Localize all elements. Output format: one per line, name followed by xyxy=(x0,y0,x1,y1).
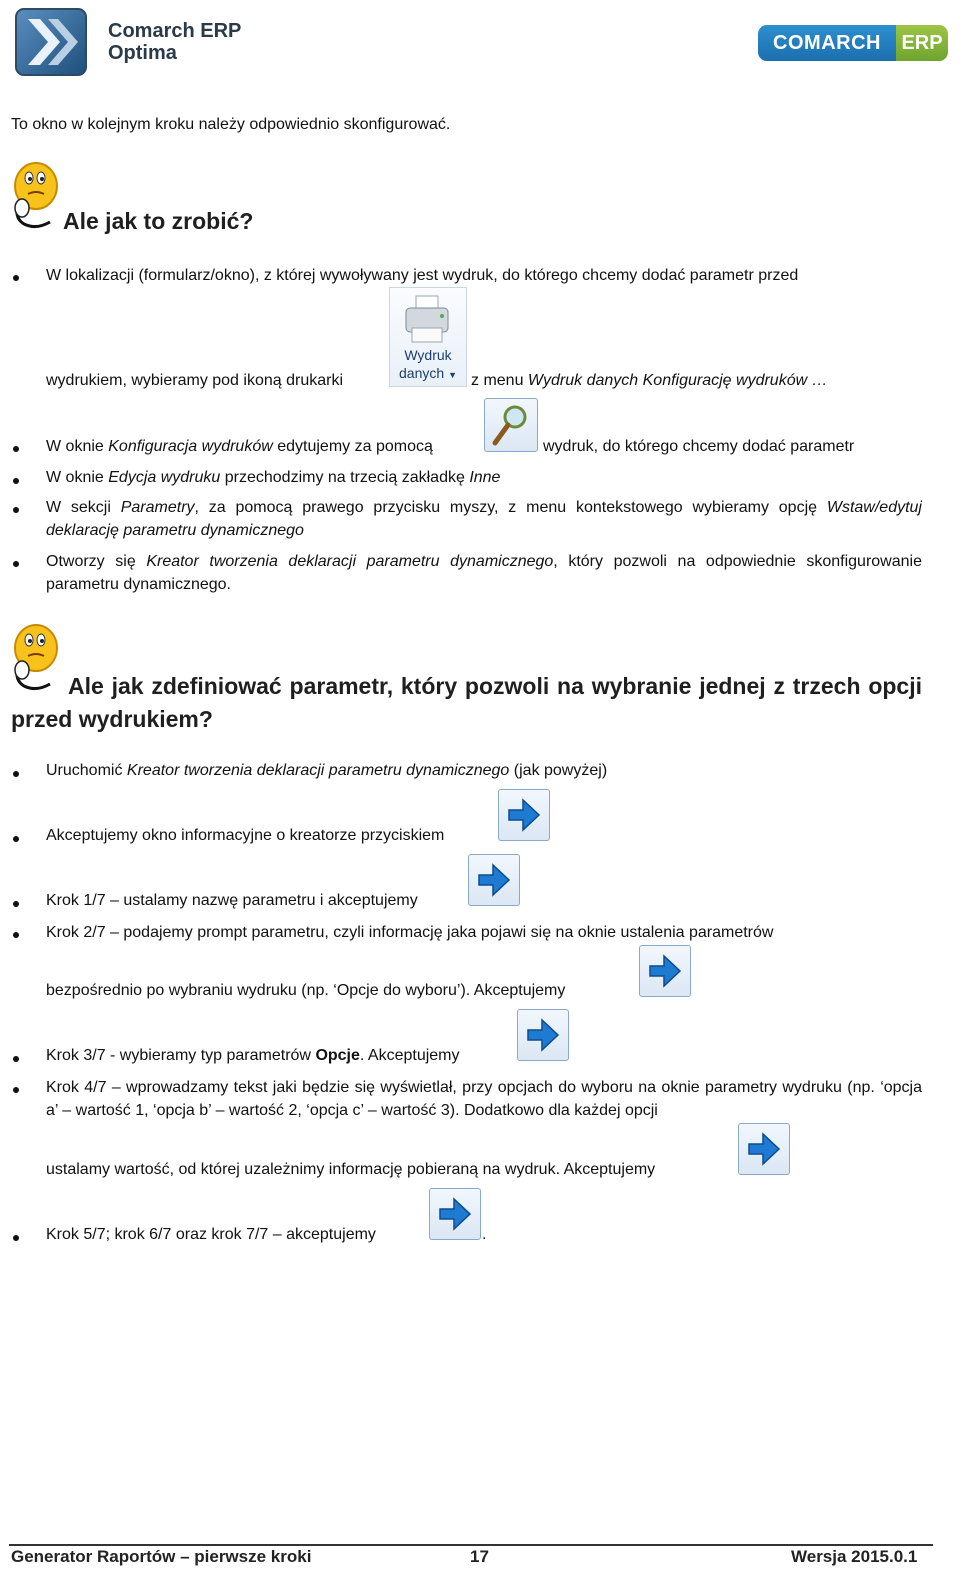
s2-b4-line1: Krok 2/7 – podajemy prompt parametru, czyli informację jaka pojawi się na oknie ustalenia parametrów xyxy=(46,924,774,941)
s1-b2: W oknie Konfiguracja wydruków edytujemy za pomocą xyxy=(46,438,433,455)
bullet xyxy=(13,507,19,513)
magnifier-edit-icon[interactable] xyxy=(484,398,538,452)
s1-b1-line1: W lokalizacji (formularz/okno), z której wywoływany jest wydruk, do którego chcemy dodać parametr przed xyxy=(46,267,799,284)
section1-heading: Ale jak to zrobić? xyxy=(63,208,254,234)
next-arrow-icon[interactable] xyxy=(429,1188,481,1240)
s2-b6-line2: ustalamy wartość, od której uzależnimy informację pobieraną na wydruk. Akceptujemy xyxy=(46,1161,656,1178)
intro-text: To okno w kolejnym kroku należy odpowiednio skonfigurować. xyxy=(11,116,451,133)
bullet xyxy=(13,478,19,484)
next-arrow-icon[interactable] xyxy=(468,854,520,906)
s2-b7: Krok 5/7; krok 6/7 oraz krok 7/7 – akceptujemy xyxy=(46,1226,376,1243)
bullet xyxy=(13,771,19,777)
print-icon-label-1: Wydruk xyxy=(404,347,452,363)
s2-b2: Akceptujemy okno informacyjne o kreatorze przyciskiem xyxy=(46,827,445,844)
s2-b6-line1: Krok 4/7 – wprowadzamy tekst jaki będzie się wyświetlał, przy opcjach do wyboru na oknie parametry wydruku (np. ‘opcja a’ – wartość 1, ‘opcja b’ – wartość 2, ‘opcja c’ – wartość 3). Dodatkowo dla każdej opcji xyxy=(46,1079,922,1119)
s2-b3: Krok 1/7 – ustalamy nazwę parametru i akceptujemy xyxy=(46,892,418,909)
thinking-smiley-icon xyxy=(10,158,60,230)
product-name-line1: Comarch ERP xyxy=(108,20,242,42)
s1-b4: W sekcji Parametry, za pomocą prawego przycisku myszy, z menu kontekstowego wybieramy opcję Wstaw/edytuj deklarację parametru dynamicznego xyxy=(46,499,922,539)
bullet xyxy=(13,275,19,281)
brand-left: COMARCH xyxy=(758,25,896,61)
print-icon-label-2: danych ▼ xyxy=(399,365,457,381)
next-arrow-icon[interactable] xyxy=(498,789,550,841)
s2-b5: Krok 3/7 - wybieramy typ parametrów Opcje. Akceptujemy xyxy=(46,1047,460,1064)
footer-version: Wersja 2015.0.1 xyxy=(791,1547,918,1566)
next-arrow-icon[interactable] xyxy=(639,945,691,997)
page-number: 17 xyxy=(470,1547,489,1566)
product-name-line2: Optima xyxy=(108,42,177,64)
printer-icon[interactable] xyxy=(389,287,467,387)
footer-divider xyxy=(9,1544,933,1546)
comarch-erp-optima-logo-icon xyxy=(14,7,88,77)
bullet xyxy=(13,561,19,567)
s2-b7-end: . xyxy=(482,1226,487,1243)
s1-b5: Otworzy się Kreator tworzenia deklaracji parametru dynamicznego, który pozwoli na odpowiednie skonfigurowanie parametru dynamicznego. xyxy=(46,553,922,593)
next-arrow-icon[interactable] xyxy=(738,1123,790,1175)
bullet xyxy=(13,446,19,452)
next-arrow-icon[interactable] xyxy=(517,1009,569,1061)
s1-b1-line2: wydrukiem, wybieramy pod ikoną drukarki xyxy=(46,372,343,389)
bullet xyxy=(13,932,19,938)
comarch-erp-badge-icon xyxy=(758,25,948,61)
s1-b1-line2-end: z menu Wydruk danych Konfigurację wydruków … xyxy=(471,372,828,389)
footer-title: Generator Raportów – pierwsze kroki xyxy=(11,1547,312,1566)
s2-b4-line2: bezpośrednio po wybraniu wydruku (np. ‘Opcje do wyboru’). Akceptujemy xyxy=(46,982,566,999)
bullet xyxy=(13,1235,19,1241)
bullet xyxy=(13,836,19,842)
bullet xyxy=(13,1056,19,1062)
product-name xyxy=(108,20,241,64)
s1-b3: W oknie Edycja wydruku przechodzimy na trzecią zakładkę Inne xyxy=(46,469,501,486)
bullet xyxy=(13,1087,19,1093)
s1-b2-end: wydruk, do którego chcemy dodać parametr xyxy=(543,438,855,455)
bullet xyxy=(13,901,19,907)
brand-right: ERP xyxy=(896,25,948,61)
s2-b1: Uruchomić Kreator tworzenia deklaracji parametru dynamicznego (jak powyżej) xyxy=(46,762,608,779)
section2-heading: Ale jak zdefiniować parametr, który pozwoli na wybranie jednej z trzech opcji przed wydrukiem? xyxy=(11,673,922,732)
